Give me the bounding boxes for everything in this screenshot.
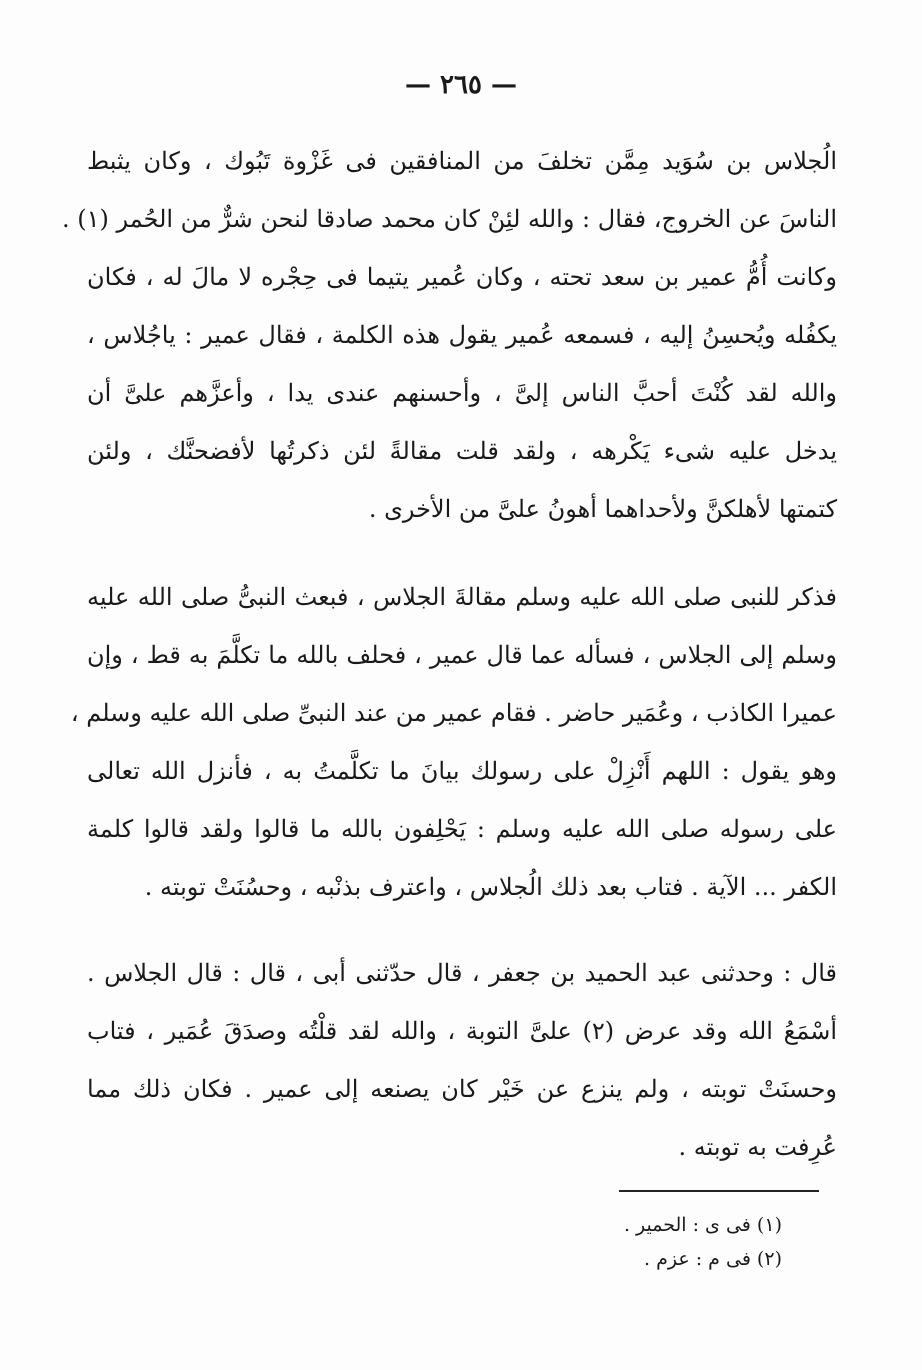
text-line: أسْمَعُ الله وقد عرض (٢) علىَّ التوبة ، والله لقد قلْتُه وصدَقَ عُمَير ، فتاب (87, 1017, 837, 1045)
footnote-1: (١) فى ى : الحمير . (623, 1214, 782, 1236)
footnote-2: (٢) فى م : عزم . (644, 1248, 782, 1270)
text-line: عميرا الكاذب ، وعُمَير حاضر . فقام عمير من عند النبىِّ صلى الله عليه وسلم ، (70, 699, 837, 727)
text-line: وسلم إلى الجلاس ، فسأله عما قال عمير ، فحلف بالله ما تكلَّمَ به قط ، وإن (87, 641, 837, 669)
paragraph-2 (70, 568, 838, 916)
text-line: الناسَ عن الخروج، فقال : والله لئِنْ كان محمد صادقا لنحن شرٌّ من الحُمر (١) . (61, 205, 837, 233)
text-line: يدخل عليه شىء يَكْرهه ، ولقد قلت مقالةً لئن ذكرتُها لأفضحنَّك ، ولئن (87, 437, 837, 465)
text-line: وكانت أُمُّ عمير بن سعد تحته ، وكان عُمير يتيما فى حِجْره لا مالَ له ، فكان (87, 263, 837, 291)
footnote-separator (619, 1190, 819, 1192)
text-line: فذكر للنبى صلى الله عليه وسلم مقالةَ الجلاس ، فبعث النبىُّ صلى الله عليه (87, 583, 838, 611)
text-line: والله لقد كُنْتَ أحبَّ الناس إلىَّ ، وأحسنهم عندى يدا ، وأعزَّهم علىَّ أن (87, 379, 837, 407)
text-line: الكفر ... الآية . فتاب بعد ذلك الُجلاس ، واعترف بذنْبه ، وحسُنَتْ توبته . (144, 873, 837, 901)
page-number: — ٢٦٥ — (404, 70, 518, 100)
text-line: وهو يقول : اللهم أَنْزِلْ على رسولك بيانَ ما تكلَّمتُ به ، فأنزل الله تعالى (87, 757, 837, 785)
paragraph-1 (61, 132, 837, 538)
text-line: على رسوله صلى الله عليه وسلم : يَحْلِفون بالله ما قالوا ولقد قالوا كلمة (87, 815, 837, 843)
text-line: وحسنَتْ توبته ، ولم ينزع عن خَيْر كان يصنعه إلى عمير . فكان ذلك مما (87, 1075, 837, 1103)
text-line: كتمتها لأهلكنَّ ولأحداهما أهونُ علىَّ من الأخرى . (368, 495, 837, 523)
paragraph-3 (87, 944, 837, 1176)
text-line: يكفُله ويُحسِنُ إليه ، فسمعه عُمير يقول هذه الكلمة ، فقال عمير : ياجُلاس ، (87, 321, 837, 349)
text-line: قال : وحدثنى عبد الحميد بن جعفر ، قال حدّثنى أبى ، قال : قال الجلاس . (87, 959, 837, 987)
footnotes (624, 1208, 782, 1276)
text-line: الُجلاس بن سُوَيد مِمَّن تخلفَ من المنافقين فى غَزْوة تَبُوك ، وكان يثبط (87, 147, 837, 175)
text-line: عُرِفت به توبته . (678, 1133, 837, 1161)
